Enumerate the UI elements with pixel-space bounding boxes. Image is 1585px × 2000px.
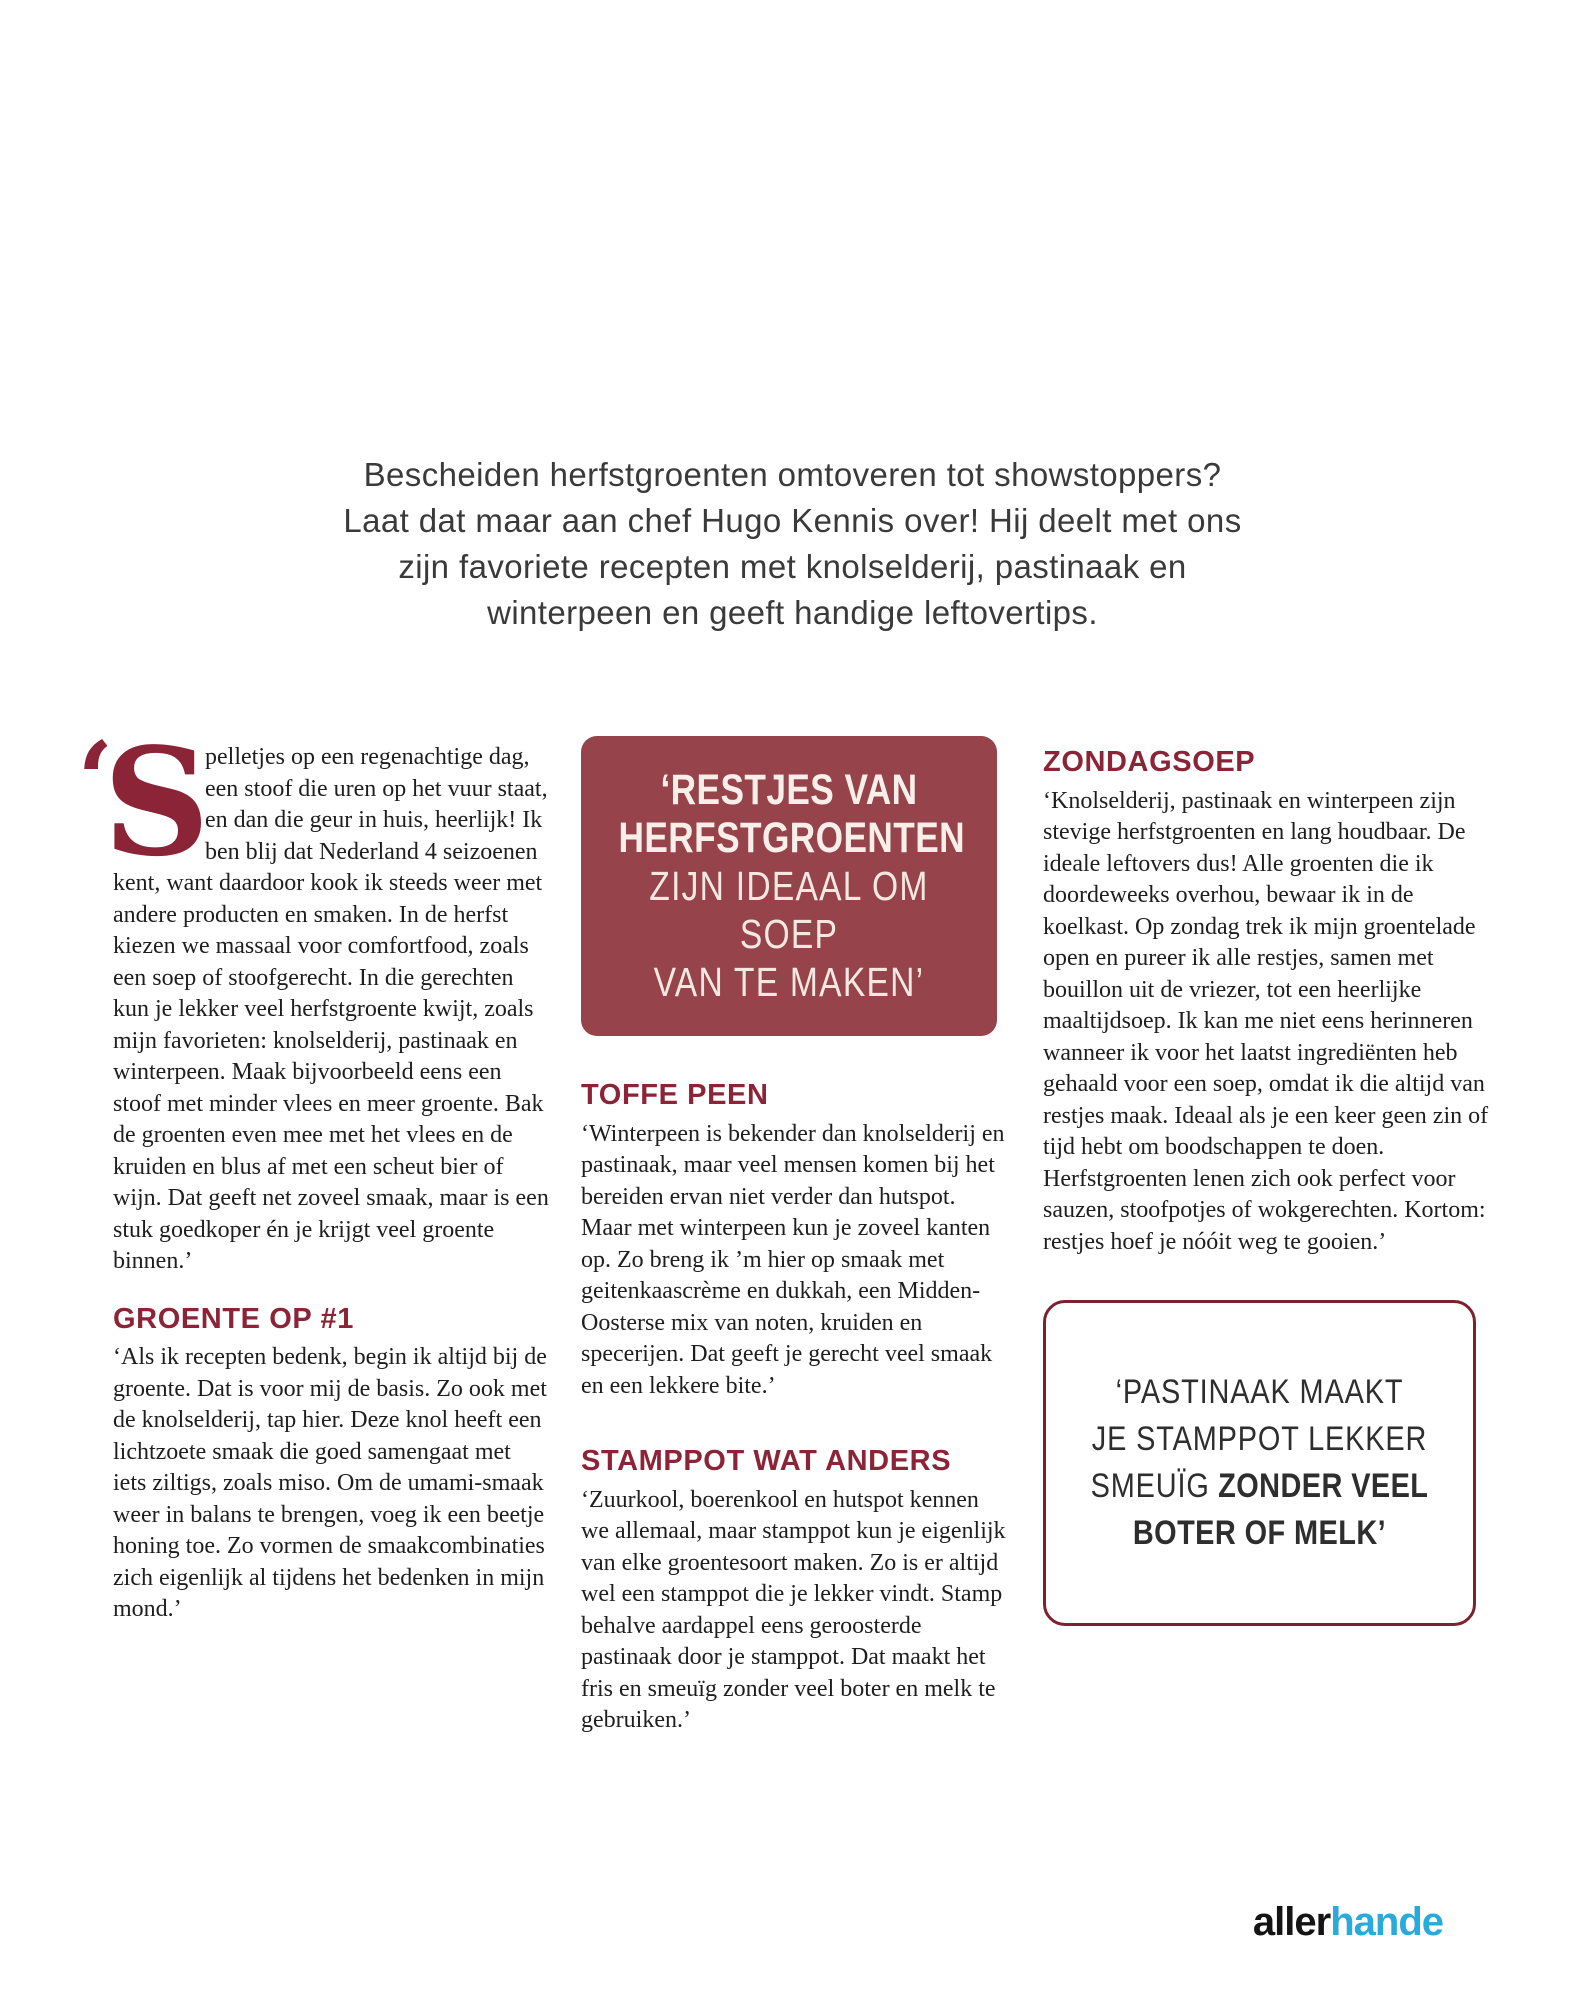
col3-section1-body: ‘Knolselderij, pastinaak en winterpeen zijn stevige herfstgroenten en lang houdbaar. De ideale leftovers dus! Alle groenten die ik doordeweeks overhou, bewaar ik in de koelkast. Op zondag trek ik mijn groentelade open en pureer ik alle restjes, samen met bouillon uit de vriezer, tot een heerlijke maaltijdsoep. Ik kan me niet eens herinneren wanneer ik voor het laatst ingrediënten heb gehaald voor een soep, omdat ik die altijd van restjes maak. Ideaal als je een keer geen zin of tijd hebt om boodschappen te doen. Herfstgroenten lenen zich ook perfect voor sauzen, stoofpotjes of wokgerechten. Kortom: restjes hoef je nóóit weg te gooien.’ [1043,787,1489,1255]
dropcap [77,715,210,889]
dropcap-quote-mark: ‘ [77,718,114,842]
quote-line: JE STAMPPOT LEKKER [1091,1420,1428,1458]
heading-zondagsoep: ZONDAGSOEP [1043,746,1256,778]
pull-quote-red-box [581,736,997,1036]
quote-line [1078,1463,1441,1510]
intro-line: winterpeen en geeft handige leftovertips. [487,594,1098,631]
quote-line: BOTER OF MELK’ [1132,1514,1387,1552]
callout-line: HERFSTGROENTEN [618,814,966,862]
column-3 [1043,747,1503,1626]
col1-section1-body: ‘Als ik recepten bedenk, begin ik altijd bij de groente. Dat is voor mij de basis. Zo ook met de knolselderij, tap hier. Deze knol heeft een lichtzoete smaak die goed samengaat met iets ziltigs, zoals miso. Om de umami-smaak weer in balans te brengen, voeg ik een beetje honing toe. Zo vormen de smaakcombinaties zich eigenlijk al tijdens het bedenken in mijn mond.’ [113,1344,547,1622]
bordered-quote-text [1078,1369,1441,1557]
intro-standfirst [0,452,1585,636]
quote-line: ‘PASTINAAK MAAKT [1115,1373,1404,1411]
callout-line: VAN TE MAKEN’ [653,959,925,1005]
col1-lead-text: pelletjes op een regenachtige dag, een stoof die uren op het vuur staat, en dan die geur in huis, heerlijk! Ik ben blij dat Nederland 4 seizoenen kent, want daardoor kook ik steeds weer met andere producten en smaken. In de herfst kiezen we massaal voor comfortfood, zoals een soep of stoofgerecht. In die gerechten kun je lekker veel herfstgroente kwijt, zoals mijn favorieten: knolselderij, pastinaak en winterpeen. Maak bijvoorbeeld eens een stoof met minder vlees en meer groente. Bak de groenten even mee met het vlees en de kruiden en blus af met een scheut bier of wijn. Dat geeft net zoveel smaak, maar is een stuk goedkoper én je krijgt veel groente binnen.’ [113,744,549,1274]
col2-section2-body: ‘Zuurkool, boerenkool en hutspot kennen we allemaal, maar stamppot kun je eigenlijk van elke groentesoort maken. Zo is er altijd wel een stamppot die je lekker vindt. Stamp behalve aardappel eens geroosterde pastinaak door je stamppot. Dat maakt het fris en smeuïg zonder veel boter en melk te gebruiken.’ [581,1486,1006,1733]
col2-section1-body: ‘Winterpeen is bekender dan knolselderij en pastinaak, maar veel mensen komen bij het bereiden ervan niet verder dan hutspot. Maar met winterpeen kun je zoveel kanten op. Zo breng ik ’m hier op smaak met geitenkaascrème en dukkah, een Midden-Oosterse mix van noten, kruiden en specerijen. Dat geeft je gerecht veel smaak en een lekkere bite.’ [581,1120,1005,1399]
callout-line: ‘RESTJES VAN [660,766,918,814]
quote-line-light-part: SMEUÏG [1090,1467,1210,1505]
intro-line: Bescheiden herfstgroenten omtoveren tot showstoppers? [363,456,1222,493]
dropcap-letter: S [103,715,210,889]
pull-quote-bordered-box [1043,1300,1476,1626]
heading-toffe-peen: TOFFE PEEN [581,1079,769,1111]
callout-line: ZIJN IDEAAL OM SOEP [649,863,929,957]
allerhande-logo [1253,1900,1443,1945]
column-2 [581,736,1011,1737]
column-1 [77,715,550,1626]
logo-part-aller: aller [1252,1900,1331,1944]
heading-groente-op-1: GROENTE OP #1 [113,1302,354,1335]
col1-lead-paragraph [77,715,550,1278]
quote-line-bold-part: ZONDER VEEL [1209,1467,1429,1505]
intro-line: Laat dat maar aan chef Hugo Kennis over! Hij deelt met ons [343,502,1242,539]
intro-line: zijn favoriete recepten met knolselderij, pastinaak en [398,548,1187,585]
logo-part-hande: hande [1330,1900,1443,1944]
pull-quote-text [618,766,966,1006]
heading-stamppot-wat-anders: STAMPPOT WAT ANDERS [581,1445,952,1477]
